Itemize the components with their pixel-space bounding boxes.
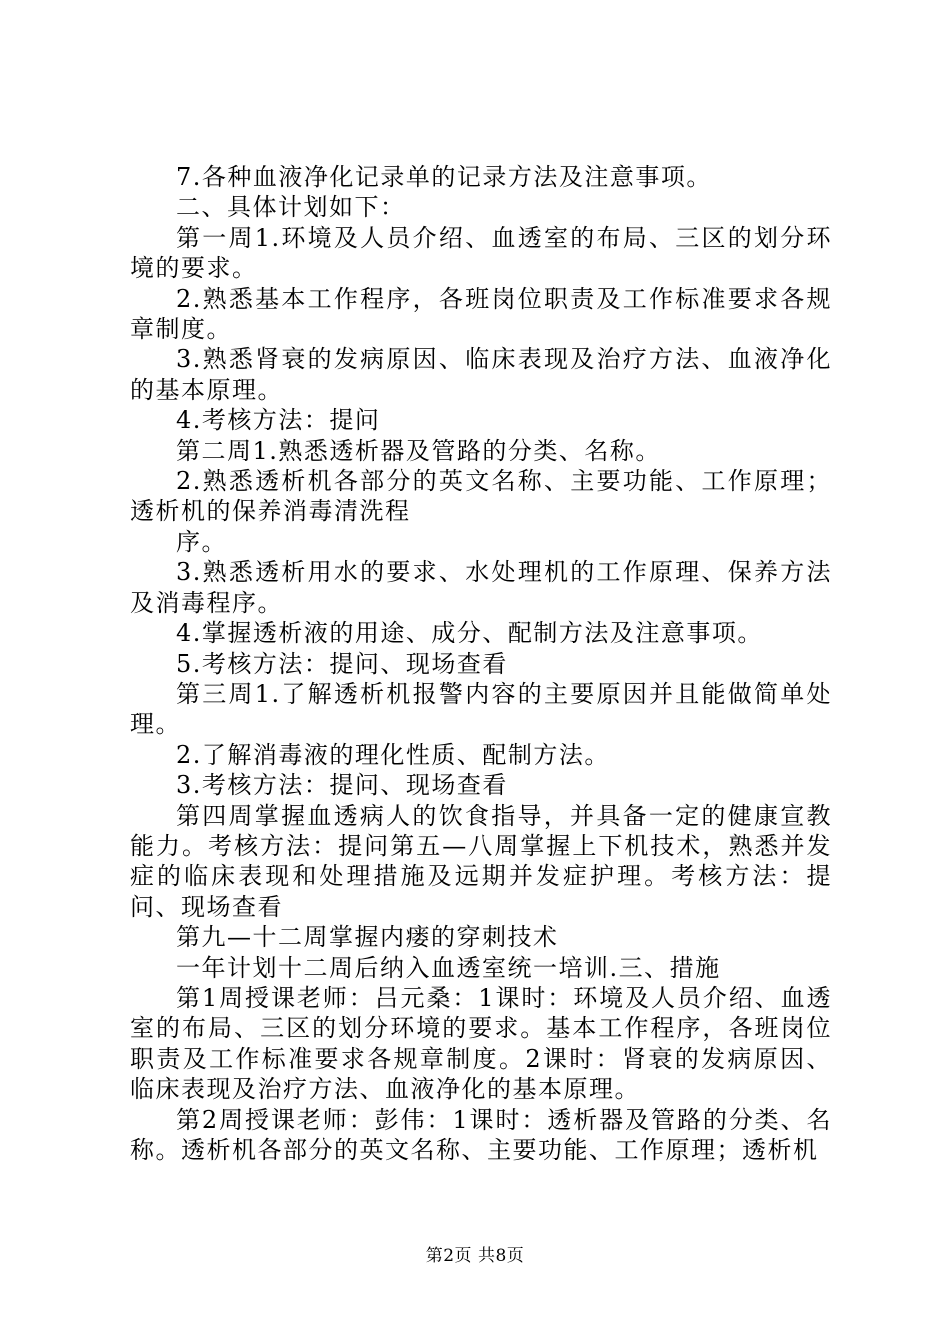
paragraph: 2.熟悉基本工作程序，各班岗位职责及工作标准要求各规章制度。 [130, 284, 832, 344]
paragraph: 4.考核方法：提问 [176, 406, 381, 435]
paragraph: 3.熟悉肾衰的发病原因、临床表现及治疗方法、血液净化的基本原理。 [130, 345, 832, 404]
document-body [130, 162, 832, 1165]
section-heading: 二、具体计划如下： [176, 193, 406, 222]
paragraph: 第2周授课老师：彭伟：1课时：透析器及管路的分类、名称。透析机各部分的英文名称、主要功能、工作原理；透析机 [130, 1105, 832, 1164]
paragraph: 第二周1.熟悉透析器及管路的分类、名称。 [176, 436, 661, 465]
paragraph: 第四周掌握血透病人的饮食指导，并具备一定的健康宣教能力。考核方法：提问第五—八周掌握上下机技术，熟悉并发症的临床表现和处理措施及远期并发症护理。考核方法：提问、现场查看 [130, 801, 832, 921]
paragraph: 7.各种血液净化记录单的记录方法及注意事项。 [176, 163, 712, 191]
paragraph: 第一周1.环境及人员介绍、血透室的布局、三区的划分环境的要求。 [130, 223, 832, 283]
paragraph: 2.熟悉透析机各部分的英文名称、主要功能、工作原理；透析机的保养消毒清洗程 [130, 467, 832, 526]
paragraph: 序。 [176, 527, 227, 556]
paragraph: 4.掌握透析液的用途、成分、配制方法及注意事项。 [176, 619, 763, 648]
paragraph: 5.考核方法：提问、现场查看 [176, 649, 508, 678]
paragraph: 第三周1.了解透析机报警内容的主要原因并且能做简单处理。 [130, 679, 832, 739]
paragraph: 3.熟悉透析用水的要求、水处理机的工作原理、保养方法及消毒程序。 [130, 558, 832, 617]
page-footer: 第2页 共8页 [425, 1246, 525, 1266]
paragraph: 3.考核方法：提问、现场查看 [176, 771, 508, 800]
paragraph: 第1周授课老师：吕元桑：1课时：环境及人员介绍、血透室的布局、三区的划分环境的要求。基本工作程序，各班岗位职责及工作标准要求各规章制度。2课时：肾衰的发病原因、临床表现及治疗方法、血液净化的基本原理。 [130, 983, 832, 1104]
paragraph: 2.了解消毒液的理化性质、配制方法。 [176, 740, 610, 769]
paragraph: 一年计划十二周后纳入血透室统一培训.三、措施 [176, 953, 721, 982]
paragraph: 第九—十二周掌握内瘘的穿刺技术 [176, 923, 559, 952]
